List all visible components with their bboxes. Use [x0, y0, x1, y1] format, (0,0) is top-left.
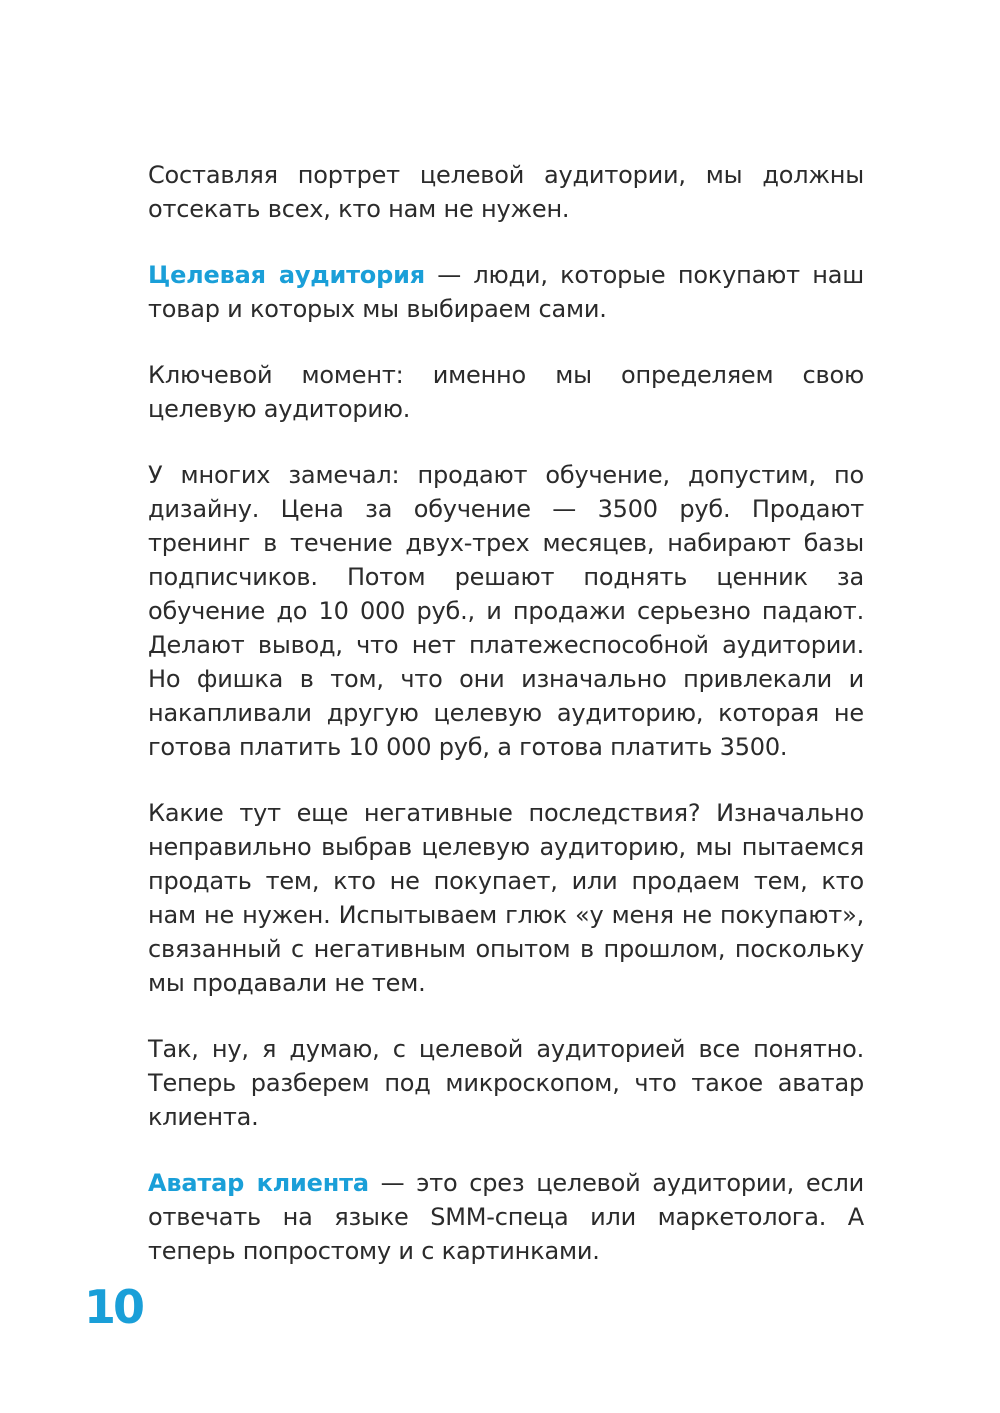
paragraph-example — [148, 458, 864, 764]
paragraph-text: Ключевой момент: именно мы определяем свою целевую аудиторию. — [148, 361, 864, 423]
page-number: 10 — [84, 1280, 143, 1334]
paragraph-intro — [148, 158, 864, 226]
term-target-audience: Целевая аудитория — [148, 261, 425, 289]
paragraph-target-audience-definition — [148, 258, 864, 326]
paragraph-avatar-definition — [148, 1166, 864, 1268]
term-client-avatar: Аватар клиента — [148, 1169, 369, 1197]
paragraph-consequences — [148, 796, 864, 1000]
paragraph-text: Составляя портрет целевой аудитории, мы должны отсекать всех, кто нам не нужен. — [148, 161, 864, 223]
paragraph-text: Так, ну, я думаю, с целевой аудиторией все понятно. Теперь разберем под микроскопом, что такое аватар клиента. — [148, 1035, 864, 1131]
page-body — [148, 158, 864, 1300]
paragraph-key-point — [148, 358, 864, 426]
paragraph-transition — [148, 1032, 864, 1134]
paragraph-text: — люди, которые покупают наш товар и которых мы выбираем сами. — [148, 261, 864, 323]
paragraph-text: — это срез целевой аудитории, если отвечать на языке SMM-спеца или маркетолога. А теперь попростому и с картинками. — [148, 1169, 864, 1265]
paragraph-text: Какие тут еще негативные последствия? Изначально неправильно выбрав целевую аудиторию, мы пытаемся продать тем, кто не покупает, или продаем тем, кто нам не нужен. Испытываем глюк «у меня не покупают», связанный с негативным опытом в прошлом, поскольку мы продавали не тем. — [148, 799, 864, 997]
paragraph-text: У многих замечал: продают обучение, допустим, по дизайну. Цена за обучение — 3500 руб. Продают тренинг в течение двух-трех месяцев, набирают базы подписчиков. Потом решают поднять ценник за обучение до 10 000 руб., и продажи серьезно падают. Делают вывод, что нет платежеспособной аудитории. Но фишка в том, что они изначально привлекали и накапливали другую целевую аудиторию, которая не готова платить 10 000 руб, а готова платить 3500. — [148, 461, 864, 761]
